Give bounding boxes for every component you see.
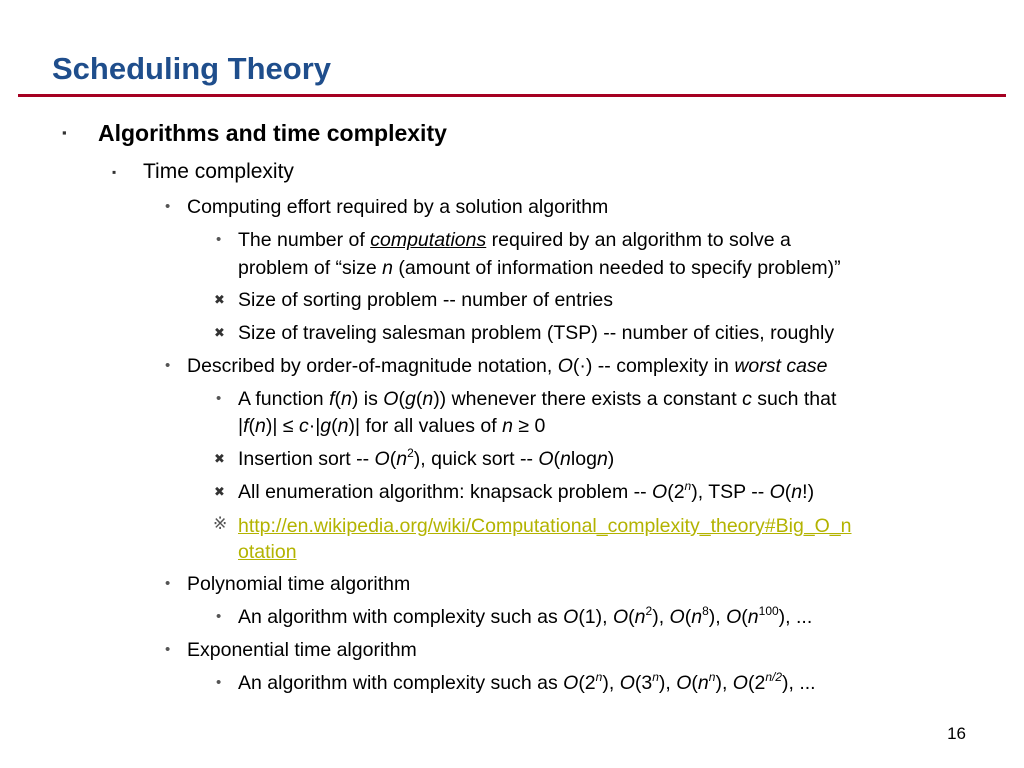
item-sorting-size: Size of sorting problem -- number of entries bbox=[238, 289, 613, 311]
dot-bullet-icon: • bbox=[216, 608, 222, 625]
item-number-of-computations-cont: problem of “size n (amount of information needed to specify problem)” bbox=[238, 257, 841, 279]
slide-title: Scheduling Theory bbox=[52, 51, 332, 86]
dot-bullet-icon: • bbox=[165, 641, 171, 658]
item-insertion-quick-sort: Insertion sort -- $O(n^2)$, quick sort -- O(nlogn) bbox=[238, 445, 615, 470]
dot-bullet-icon: • bbox=[165, 357, 171, 374]
dot-bullet-icon: • bbox=[165, 575, 171, 592]
item-tsp-size: Size of traveling salesman problem (TSP) -- number of cities, roughly bbox=[238, 322, 835, 344]
cross-bullet-icon: ✖ bbox=[214, 325, 225, 340]
reference-mark-icon: ※ bbox=[213, 514, 228, 533]
wikipedia-link[interactable]: http://en.wikipedia.org/wiki/Computational_complexity_theory#Big_O_n bbox=[238, 515, 852, 537]
item-exponential: Exponential time algorithm bbox=[187, 639, 417, 661]
cross-bullet-icon: ✖ bbox=[214, 484, 225, 499]
item-exponential-examples: An algorithm with complexity such as O(2$^n$), O(3$^n$), $O(n^n)$, $O(2^{n/2})$, ... bbox=[238, 669, 816, 694]
dot-bullet-icon: • bbox=[216, 674, 222, 691]
cross-bullet-icon: ✖ bbox=[214, 292, 225, 307]
item-polynomial: Polynomial time algorithm bbox=[187, 573, 411, 595]
item-big-o-definition: A function f(n) is O(g(n)) whenever there exists a constant c such that bbox=[238, 388, 837, 410]
wikipedia-link-cont[interactable]: otation bbox=[238, 541, 297, 563]
square-bullet-icon: ▪ bbox=[62, 125, 67, 140]
item-number-of-computations: The number of computations required by an algorithm to solve a bbox=[238, 229, 791, 251]
cross-bullet-icon: ✖ bbox=[214, 451, 225, 466]
dot-bullet-icon: • bbox=[216, 390, 222, 407]
heading-algorithms: Algorithms and time complexity bbox=[98, 120, 447, 146]
dot-bullet-icon: • bbox=[216, 231, 222, 248]
dot-bullet-icon: • bbox=[165, 198, 171, 215]
item-enumeration: All enumeration algorithm: knapsack problem -- O(2$^n$), TSP -- O(n!) bbox=[238, 478, 815, 503]
item-computing-effort: Computing effort required by a solution algorithm bbox=[187, 196, 609, 218]
subheading-time-complexity: Time complexity bbox=[143, 160, 294, 183]
item-big-o-definition-cont: |f(n)| ≤ c·|g(n)| for all values of n ≥ 0 bbox=[238, 415, 546, 437]
title-divider bbox=[18, 94, 1006, 97]
item-order-of-magnitude: Described by order-of-magnitude notation, O(·) -- complexity in worst case bbox=[187, 355, 828, 377]
square-bullet-icon: ▪ bbox=[112, 165, 117, 179]
page-number: 16 bbox=[947, 724, 966, 743]
item-polynomial-examples: An algorithm with complexity such as O(1), $O(n^2)$, $O(n^8)$, $O(n^{100})$, ... bbox=[238, 603, 813, 628]
